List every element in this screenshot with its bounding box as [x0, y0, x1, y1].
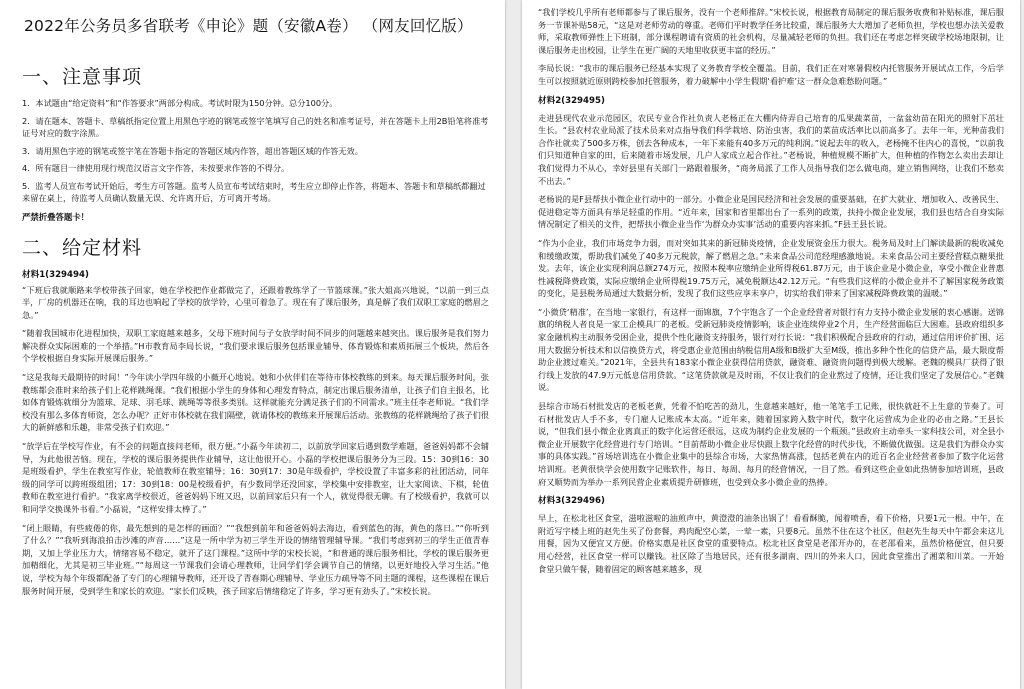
notice-item: 1．本试题由“给定资料”和“作答要求”两部分构成。考试时限为150分钟。总分100分。 [22, 98, 338, 108]
notice-item: 4．所有题目一律使用现行规范汉语言文字作答，未按要求作答的不得分。 [22, 163, 290, 173]
material-paragraph: 县综合市场石材批发店的老板老黄，凭着不怕吃苦的劲儿，生意越来越好，他一笔笔手工记账，很快就赶不上生意的节奏了。可石材批发店人手不多，专门雇人记账成本太高。“近年来，随着国家跨入数字时代，数字化运营成为企业的必由之路。”王县长说，“但我们县小微企业离真正的数字化运营还很远，这成为制约企业发展的一个瓶颈。”县政府主动牵头一家科技公司，对全县小微企业开展数字化经营进行专门培训。“目前帮助小微企业尽快跟上数字化经营的时代步伐，不断做优做强。这是我们为群众办实事的具体实践。”首场培训选在小微企业集中的县综合市场，大家热情高涨，包括老黄在内的近百名企业经营者参加了数字化运营培训班。老黄很快学会使用数字记账软件，每日、每周、每月的经营情况，一目了然。看到这些企业如此热情参加培训班，县政府又顺势而为举办一系列民营企业素质提升研修班，也受到众多小微企业的热捧。 [538, 401, 1004, 487]
notice-item: 5．监考人员宣布考试开始后，考生方可答题。监考人员宣布考试结束时，考生应立即停止作答，将题本、答题卡和草稿纸都翻过来留在桌上，待监考人员确认数量无误、允许离开后，方可离开考场。 [22, 180, 486, 203]
section-heading-materials: 二、给定材料 [22, 236, 143, 259]
warning-text: 严禁折叠答题卡！ [22, 211, 89, 222]
material-paragraph: “小微贷‘精准’，在当地一家银行，有这样一面锦旗，7个字饱含了一个企业经营者对银行有力支持小微企业发展的衷心感谢。送锦旗的纳税人者良是一家工企模具厂的老板。受新冠肺炎疫情影响，该企业连续停业2个月，生产经营面临巨大困难。县政府组织多家金融机构主动服务受困企业，提供个性化融资支持服务，银行对行长说：“我们积极配合县政府的行动，通过信用评价扩围、运用大数据分析技术和以信换贷方式，将受惠企业范围由纳税信用A级和B级扩大至M级，推出多种个性化的信贷产品，最大限度帮助企业渡过难关。”2021年，全县共有183家小微企业获得信用贷款，融资难、融资贵问题得到极大缓解。老魏的模具厂获得了银行线上发放的47.9万元低息信用贷款。“这笔贷款就是及时雨，不仅让我们的企业熬过了疫情，还让我们坚定了发展信心。”老魏说。 [538, 306, 1004, 393]
material-label: 材料1(329494) [22, 269, 89, 280]
material-label: 材料2(329495) [538, 95, 605, 106]
material-paragraph: “放学后在学校写作业，有不会的问题直接问老师，很方便。”小磊今年读初二，以前放学回家后遇到数学难题，爸爸妈妈都不会辅导，为此他很苦恼。现在，学校的课后服务提供作业辅导，这让他很开心。小磊的学校把课后服务分为三段。15：30到16：30是班级看护，学生在教室写作业，轮值教师在教室辅导；16：30到17：30是年级看护，学校设置了丰富多彩的社团活动，同年级的同学可以跨班级组团；17：30到18：00是校级看护，有少数同学还没回家，学校集中安排教室，让大家阅读、下棋，轮值教师在教室进行看护。“我家离学校很近，爸爸妈妈下班又迟，以前回家后只有一个人，就觉得很无聊。有了校级看护，我就可以和同学交换课外书看。”小磊说，“这样安排太棒了。” [22, 441, 489, 514]
material-label: 材料3(329496) [538, 496, 605, 507]
material-paragraph: “这是我每天最期待的时间！”今年读小学四年级的小薇开心地说。她和小伙伴们在等待市体校教练的到来。每天课后服务时间，张教练都会准时来给孩子们上花样跳绳课。“我们根据小学生的身体和心理发育特点，制定出课后服务清单，让孩子们自主报名，比如体育锻炼就细分为篮球、足球、羽毛球、跳绳等等很多类别。这样就能充分满足孩子们的不同需求。”班主任李老师说。“我们学校没有那么多体育师资，怎么办呢？正好市体校就在我们隔壁，就请体校的教练来开展课后活动。张教练的花样跳绳给了孩子们很大的新鲜感和乐趣，非常受孩子们欢迎。” [22, 372, 489, 433]
material-paragraph: 李局长说：“我市的课后服务已经基本实现了义务教育学校全覆盖。目前，我们正在对寒暑假校内托管服务开展试点工作，今后学生可以按照就近原则跨校参加托管服务，着力破解中小学生假期‘看护难’这一群众急难愁盼问题。” [538, 63, 1004, 86]
material-paragraph: “下班后我就顺路来学校带孩子回家，她在学校把作业都做完了，还跟着教练学了一节篮球课。”张大姐高兴地说，“以前一到三点半，厂房的机器还在响，我的耳边也响起了学校的放学铃，心里可着急了。现在有了课后服务，真是解了我们双职工家庭的燃眉之急。” [22, 284, 489, 320]
material-paragraph: 老杨说的是F县帮扶小微企业行动中的一部分。小微企业是国民经济和社会发展的重要基础，在扩大就业、增加收入、改善民生、促进稳定等方面具有举足轻重的作用。“近年来，国家和省里都出台了一系列的政策，扶持小微企业发展，我们县也结合自身实际情况制定了相关的文件，把帮扶小微企业当作‘为群众办实事’活动的重要内容来抓。”F县王县长说。 [538, 194, 1004, 230]
section-heading-notice: 一、注意事项 [22, 66, 143, 88]
material-paragraph: “作为小企业，我们市场竞争力弱，而对突如其来的新冠肺炎疫情，企业发展资金压力很大。税务局及时上门解读最新的税收减免和缓缴政策，帮助我们减免了40多万元税款，解了燃眉之急。”未来食品公司范经理感激地说。未来食品公司主要经营糕点糖果批发。去年，该企业实现利润总额274万元，按照本税率应缴纳企业所得税61.87万元，由于该企业是小微企业，享受小微企业普惠性减税降费政策，实际应缴纳企业所得税19.75万元，减免税额达42.12万元。“有些我们这样的小微企业并不了解国家税务政策的变化，是县税务局通过大数据分析，发现了我们这些应享未享户，切实给我们带来了国家减税降费政策的温暖。” [538, 237, 1004, 299]
document-page-right[interactable] [522, 0, 1020, 689]
material-paragraph: 早上，在松北社区食堂，滋啦滋啦的油煎声中，黄澄澄的油条出锅了！看看酥脆，闻着喷香，看下价格，只要1元一根。中午，在附近写字楼上班的赵先生买了份套餐，鸡肉配空心菜，一荤一素，只要8元。虽然不住在这个社区，但赵先生每天中午都会来这儿用餐，因为又便宜又方便。价格实惠是社区食堂的重要特点。松北社区食堂是老邵开办的，在老邵看来，虽然价格便宜，但只要用心经营，社区食堂一样可以赚钱。社区除了当地居民，还有很多湖南、四川的外来人口，因此食堂推出了湘菜和川菜。一开始食堂只做午餐，随着固定的顾客越来越多，现 [538, 513, 1004, 574]
material-paragraph: 走进县现代农业示范园区，农民专业合作社负责人老杨正在大棚内侍弄自己培育的瓜果蔬菜苗，一盆盆幼苗在阳光的照射下茁壮生长。“县农村农业局派了技术员来对点指导我们科学栽培、防治虫害，我们的菜苗成活率比以前高多了。去年一年，光种苗我们合作社就卖了500多万株，创去各种成本，一年下来能有40多万元的纯利润。”说起去年的收入，老杨掩不住内心的喜悦，“以前我们只知道种自家的田，后来随着市场发展，几户人家成立起合作社。”老杨说，种植规模不断扩大，但种植的作物怎么卖出去却让我们觉得力不从心，幸好县里有关部门一路跟着服务，“商务局派了工作人员指导我们怎么做电商，建立销售网络，让我们不愁卖不出去。” [538, 112, 1004, 186]
notice-item: 3．请用黑色字迹的钢笔或签字笔在答题卡指定的答题区域内作答，超出答题区域的作答无效。 [22, 145, 363, 156]
document-title: 2022年公务员多省联考《申论》题（安徽A卷） （网友回忆版） [24, 17, 473, 35]
notice-item: 2．请在题本、答题卡、草稿纸指定位置上用黑色字迹的钢笔或签字笔填写自己的姓名和准考证号，并在答题卡上用2B铅笔将准考证号对应的数字涂黑。 [22, 115, 489, 138]
material-paragraph: “随着我国城市化进程加快，双职工家庭越来越多，父母下班时间与子女放学时间不同步的问题越来越突出。课后服务是我们努力解决群众实际困难的一个举措。”H市教育局李局长说，“我们要求课后服务包括课业辅导、体育锻炼和素质拓展三个板块，然后各个学校根据自身实际开展课后服务。” [22, 328, 489, 364]
material-paragraph: “闭上眼睛，有些疲倦的你，最先想到的是怎样的画面？”“我想到前年和爸爸妈妈去海边，看到蓝色的海，黄色的落日。”“你听到了什么？”“我听到海浪拍击沙滩的声音……”这是一所中学为初三学生开设的情绪管理辅导课。“我们考虑到初三的学生正值青春期，又加上学业压力大，情绪容易不稳定，就开了这门课程。”这所中学的宋校长说，“和普通的课后服务相比，学校的课后服务更加精细化，尤其是初三毕业班。”“每周这一节课我们会请心理教师，让同学们学会调节自己的情绪，以更好地投入学习生活。”他说，学校为每个年级都配备了专门的心理辅导教师，还开设了青春期心理辅导、学业压力疏导等不同主题的课程，这些课程在课后服务时间开展，受到学生和家长的欢迎。“家长们反映，孩子回家后情绪稳定了许多，学习更有劲头了。”宋校长说。 [22, 522, 489, 596]
material-paragraph: “我们学校几乎所有老师都参与了课后服务，没有一个老师推辞。”宋校长说，根据教育局制定的课后服务收费和补贴标准，课后服务一节课补贴58元，“这是对老师劳动的尊重。老师们平时教学任务比较重，课后服务大大增加了老师负担，学校也想办法关爱教师，采取教师弹性上下班制，部分课程聘请有资质的社会机构，尽量减轻老师的负担。我们还在考虑怎样突破学校场地限制，让课后服务走出校园，让学生在更广阔的天地里收获更丰富的经历。” [538, 7, 1004, 55]
document-page-left[interactable] [0, 0, 505, 689]
